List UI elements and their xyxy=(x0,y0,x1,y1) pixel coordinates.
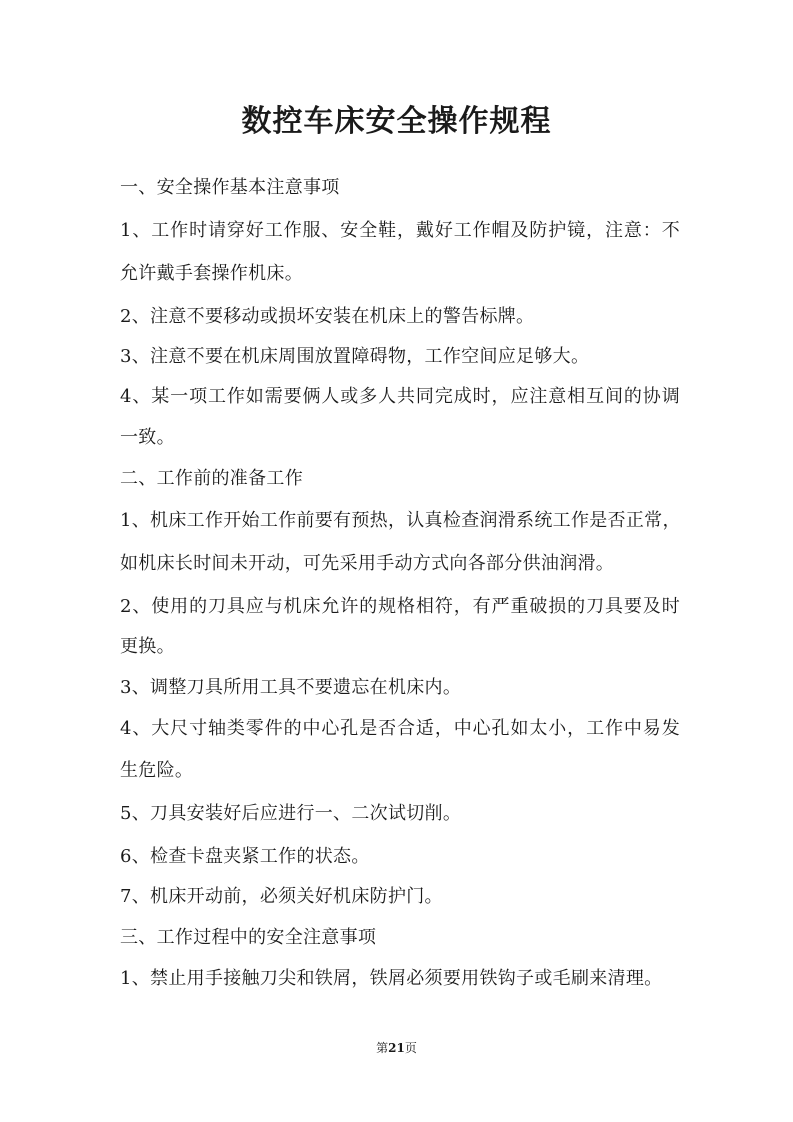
page-footer xyxy=(0,1040,793,1056)
paragraph-line: 5、刀具安装好后应进行一、二次试切削。 xyxy=(120,803,462,824)
paragraph-line: 1、机床工作开始工作前要有预热，认真检查润滑系统工作是否正常， xyxy=(120,510,681,531)
paragraph-line: 7、机床开动前，必须关好机床防护门。 xyxy=(120,886,443,907)
footer-suffix: 页 xyxy=(404,1041,417,1055)
paragraph-line: 3、注意不要在机床周围放置障碍物，工作空间应足够大。 xyxy=(120,346,590,367)
paragraph-line: 4、大尺寸轴类零件的中心孔是否合适，中心孔如太小，工作中易发 xyxy=(120,718,680,739)
page-number: 21 xyxy=(388,1041,405,1055)
paragraph-line: 允许戴手套操作机床。 xyxy=(120,263,303,284)
section-heading-1: 一、安全操作基本注意事项 xyxy=(120,177,340,198)
paragraph-line: 2、使用的刀具应与机床允许的规格相符，有严重破损的刀具要及时 xyxy=(120,596,680,617)
document-title: 数控车床安全操作规程 xyxy=(241,104,552,139)
paragraph-line: 生危险。 xyxy=(120,760,194,781)
section-heading-2: 二、工作前的准备工作 xyxy=(120,468,303,489)
paragraph-line: 2、注意不要移动或损坏安装在机床上的警告标牌。 xyxy=(120,306,535,327)
paragraph-line: 如机床长时间未开动，可先采用手动方式向各部分供油润滑。 xyxy=(120,553,615,574)
section-heading-3: 三、工作过程中的安全注意事项 xyxy=(120,927,377,948)
paragraph-line: 3、调整刀具所用工具不要遗忘在机床内。 xyxy=(120,677,462,698)
paragraph-line: 4、某一项工作如需要俩人或多人共同完成时，应注意相互间的协调 xyxy=(120,386,680,407)
paragraph-line: 1、工作时请穿好工作服、安全鞋，戴好工作帽及防护镜，注意：不 xyxy=(120,220,680,241)
paragraph-line: 一致。 xyxy=(120,427,175,448)
paragraph-line: 更换。 xyxy=(120,636,175,657)
paragraph-line: 1、禁止用手接触刀尖和铁屑，铁屑必须要用铁钩子或毛刷来清理。 xyxy=(120,968,663,989)
paragraph-line: 6、检查卡盘夹紧工作的状态。 xyxy=(120,846,370,867)
footer-prefix: 第 xyxy=(376,1041,389,1055)
